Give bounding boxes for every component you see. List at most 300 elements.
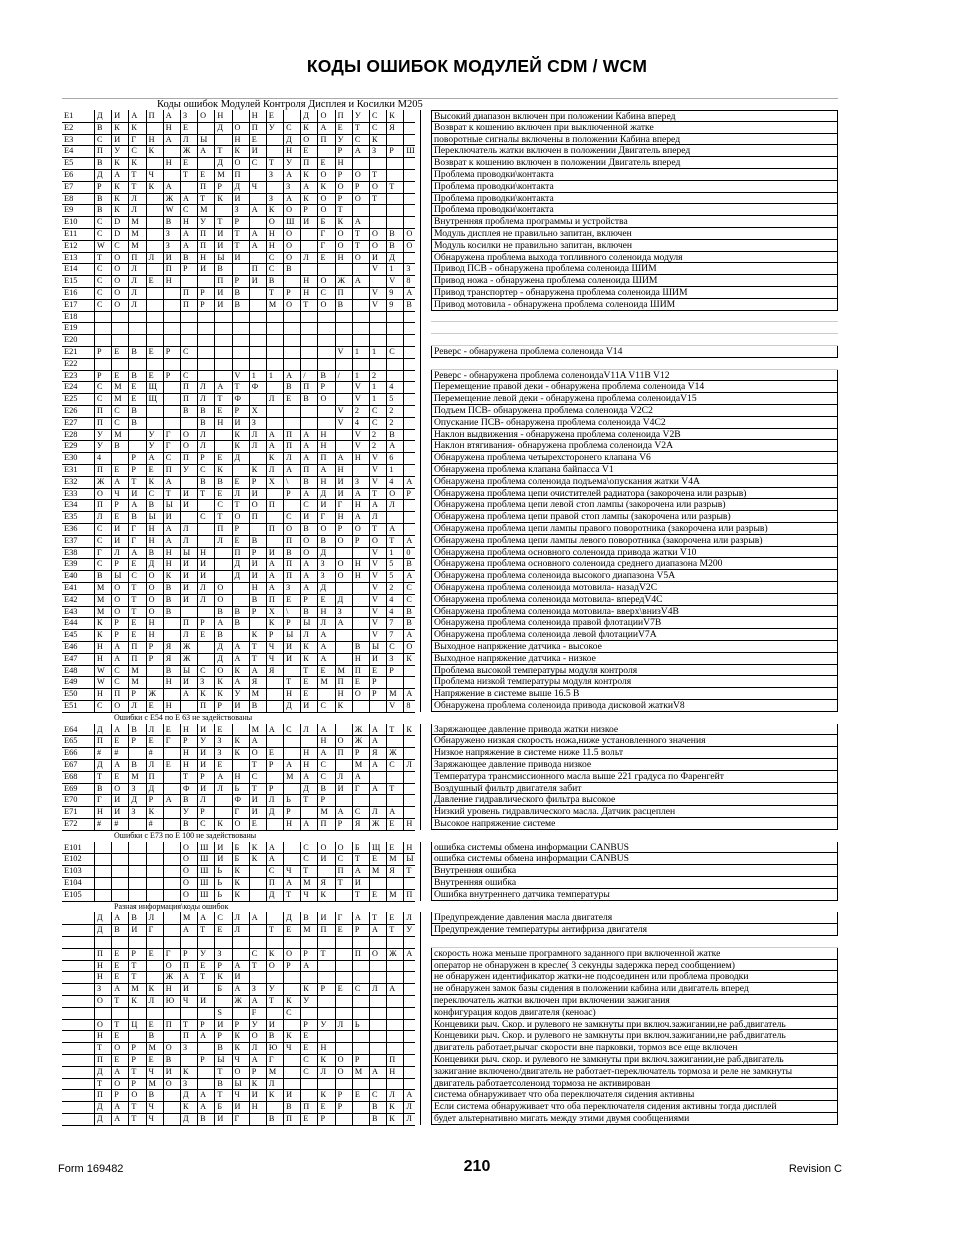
- display-letter-cell: К: [180, 1101, 197, 1113]
- display-letter-cell: Ы: [180, 547, 197, 559]
- display-letter-cell: [232, 358, 249, 370]
- display-letter-cell: Т: [94, 1078, 111, 1090]
- error-code: E25: [64, 394, 78, 404]
- display-letter-cell: Р: [214, 960, 231, 972]
- display-letter-cell: Е: [386, 842, 403, 854]
- display-letter-cell: Р: [232, 405, 249, 417]
- display-letter-cell: Н: [197, 547, 214, 559]
- display-letter-cell: Т: [197, 488, 214, 500]
- display-letter-cell: [283, 735, 300, 747]
- display-letter-cell: О: [335, 735, 352, 747]
- display-letter-cell: Л: [249, 429, 266, 441]
- display-letter-cell: П: [283, 570, 300, 582]
- display-letter-cell: [111, 842, 128, 854]
- display-letter-cell: [163, 322, 180, 334]
- display-letter-cell: [266, 334, 283, 346]
- display-letter-cell: Н: [300, 759, 317, 771]
- display-letter-cell: И: [214, 240, 231, 252]
- display-letter-cell: О: [146, 594, 163, 606]
- display-letter-cell: А: [403, 570, 420, 582]
- display-letter-cell: Ф: [180, 783, 197, 795]
- display-letter-cell: О: [403, 240, 420, 252]
- display-letter-cell: О: [300, 547, 317, 559]
- display-letter-cell: К: [300, 983, 317, 995]
- display-letter-cell: Ш: [283, 216, 300, 228]
- display-letter-cell: Л: [197, 440, 214, 452]
- display-letter-cell: V: [369, 464, 386, 476]
- error-code: E72: [64, 819, 78, 828]
- display-letter-cell: П: [197, 700, 214, 712]
- display-letter-cell: Ы: [197, 134, 214, 146]
- display-letter-cell: M: [128, 676, 145, 688]
- display-letter-cell: Д: [94, 169, 111, 181]
- error-code: E103: [64, 866, 82, 876]
- display-letter-cell: [249, 924, 266, 936]
- display-letter-cell: [146, 334, 163, 346]
- display-letter-cell: [335, 322, 352, 334]
- display-letter-cell: А: [403, 629, 420, 641]
- display-letter-cell: [352, 617, 369, 629]
- error-code: E66: [64, 748, 78, 758]
- display-letter-cell: Н: [300, 275, 317, 287]
- display-letter-cell: З: [352, 476, 369, 488]
- display-letter-cell: П: [300, 464, 317, 476]
- display-letter-cell: И: [335, 488, 352, 500]
- error-description: двигатель работает,рычаг скорости вне парковки, тормоз все еще включен: [431, 1042, 838, 1054]
- display-letter-cell: Т: [128, 1066, 145, 1078]
- error-code: E48: [64, 665, 78, 675]
- display-letter-cell: И: [249, 488, 266, 500]
- display-letter-cell: [197, 322, 214, 334]
- display-letter-cell: Е: [197, 960, 214, 972]
- error-description: Обнаружена проблема соленоида подъема\опускания жатки V4A: [431, 476, 838, 488]
- display-letter-cell: [317, 346, 334, 358]
- display-letter-cell: 1: [266, 370, 283, 382]
- display-letter-cell: [352, 157, 369, 169]
- error-description: Высокий диапазон включен при положении Кабина вперед: [431, 110, 838, 122]
- display-letter-cell: [317, 1030, 334, 1042]
- error-code: E4: [64, 146, 74, 156]
- error-code: E46: [64, 642, 78, 651]
- display-letter-cell: [249, 299, 266, 311]
- display-letter-cell: 4: [386, 606, 403, 618]
- display-letter-cells: [94, 228, 421, 240]
- display-letter-cell: Ж: [352, 724, 369, 736]
- display-letter-cell: С: [300, 1066, 317, 1078]
- display-letter-cell: О: [146, 606, 163, 618]
- display-letter-cell: Г: [335, 499, 352, 511]
- display-letter-cell: О: [111, 594, 128, 606]
- display-letter-cell: Ш: [197, 842, 214, 854]
- display-letter-cell: О: [232, 818, 249, 830]
- display-letter-cell: Р: [180, 948, 197, 960]
- display-letter-cell: [111, 936, 128, 948]
- error-description: Модуль дисплея не правильно запитан, включен: [431, 228, 838, 240]
- display-letter-cell: [163, 629, 180, 641]
- display-letter-cell: Л: [146, 724, 163, 736]
- display-letter-cell: П: [317, 818, 334, 830]
- display-letter-cell: Я: [317, 877, 334, 889]
- error-code: E17: [64, 299, 78, 309]
- display-letter-cell: [146, 960, 163, 972]
- display-letter-cell: Т: [94, 252, 111, 264]
- display-letter-cell: П: [266, 499, 283, 511]
- display-letter-cell: К: [232, 889, 249, 901]
- display-letter-cell: П: [335, 747, 352, 759]
- display-letter-cell: О: [317, 169, 334, 181]
- display-letter-cell: [403, 358, 420, 370]
- display-letter-cell: К: [214, 193, 231, 205]
- display-letter-cell: [403, 216, 420, 228]
- display-letter-cell: Р: [300, 948, 317, 960]
- error-description: двигатель работаетсоленоид тормоза не активирован: [431, 1078, 838, 1090]
- display-letter-cell: [300, 735, 317, 747]
- display-letter-cell: [386, 1007, 403, 1019]
- error-description: Низкий уровень гидравлического масла. Датчик расцеплен: [431, 806, 838, 818]
- display-letter-cell: [214, 311, 231, 323]
- display-letter-cell: К: [232, 429, 249, 441]
- display-letter-cell: [197, 653, 214, 665]
- display-letter-cell: Т: [180, 1019, 197, 1031]
- display-letter-cell: [335, 429, 352, 441]
- display-letter-cell: [335, 629, 352, 641]
- display-letter-cells: [94, 252, 421, 264]
- error-description: Опускание ПСВ- обнаружена проблема соленоида V4C2: [431, 417, 838, 429]
- display-letter-cell: М: [352, 1066, 369, 1078]
- display-letter-cell: З: [283, 181, 300, 193]
- error-code: E65: [64, 736, 78, 746]
- error-code: E23: [64, 370, 78, 380]
- display-letter-cell: Т: [386, 181, 403, 193]
- display-letter-cell: 2: [386, 582, 403, 594]
- error-description: конфигурация кодов двигателя (кеноас): [431, 1007, 838, 1019]
- display-letter-cell: Е: [197, 169, 214, 181]
- display-letter-cell: [283, 842, 300, 854]
- display-letter-cell: И: [214, 842, 231, 854]
- display-letter-cells: [94, 759, 421, 771]
- display-letter-cell: А: [163, 794, 180, 806]
- display-letter-cell: [163, 747, 180, 759]
- display-letter-cell: И: [197, 747, 214, 759]
- display-letter-cell: К: [197, 688, 214, 700]
- display-letter-cell: Е: [214, 924, 231, 936]
- display-letter-cell: Ж: [180, 641, 197, 653]
- display-letter-cell: [163, 405, 180, 417]
- display-letter-cell: С: [111, 405, 128, 417]
- error-description: [431, 358, 838, 370]
- display-letter-cell: Р: [128, 688, 145, 700]
- display-letter-cell: А: [111, 653, 128, 665]
- display-letter-cell: [317, 358, 334, 370]
- display-letter-cell: Р: [197, 452, 214, 464]
- display-letter-cell: Н: [266, 228, 283, 240]
- display-letter-cell: С: [266, 865, 283, 877]
- display-letter-cell: Б: [214, 1101, 231, 1113]
- error-description: Обнаружено низкая скорость ножа,ниже установленного значения: [431, 735, 838, 747]
- display-letter-cell: У: [300, 995, 317, 1007]
- display-letter-cell: К: [232, 877, 249, 889]
- display-letter-cell: Д: [94, 924, 111, 936]
- display-letter-cells: [94, 1042, 421, 1054]
- display-letter-cell: М: [94, 594, 111, 606]
- display-letter-cell: О: [369, 240, 386, 252]
- display-letter-cell: [146, 936, 163, 948]
- display-letter-cell: О: [266, 960, 283, 972]
- display-letter-cell: [146, 853, 163, 865]
- display-letter-cell: [128, 865, 145, 877]
- display-letter-cells: [94, 535, 421, 547]
- display-letter-cell: Т: [232, 240, 249, 252]
- display-letter-cell: П: [283, 440, 300, 452]
- display-letter-cell: Б: [232, 842, 249, 854]
- display-letter-cell: А: [283, 193, 300, 205]
- display-letter-cell: О: [317, 523, 334, 535]
- display-letter-cell: Л: [403, 1101, 420, 1113]
- display-letter-cell: 8: [403, 275, 420, 287]
- display-letter-cell: С: [386, 346, 403, 358]
- display-letter-cell: П: [180, 1030, 197, 1042]
- error-code: E102: [64, 854, 82, 864]
- display-letter-cell: [232, 629, 249, 641]
- display-letter-cell: О: [266, 216, 283, 228]
- display-letter-cell: М: [94, 606, 111, 618]
- display-letter-cells: [94, 700, 421, 712]
- display-letter-cell: Г: [146, 924, 163, 936]
- display-letter-cell: А: [386, 523, 403, 535]
- error-description: Ошибка внутреннего датчика температуры: [431, 889, 838, 901]
- error-description: [431, 936, 838, 948]
- display-letter-cell: [300, 228, 317, 240]
- display-letter-cell: И: [283, 641, 300, 653]
- display-letter-cell: Д: [266, 806, 283, 818]
- display-letter-cell: V: [352, 429, 369, 441]
- display-letter-cell: [403, 440, 420, 452]
- display-letter-cell: С: [283, 724, 300, 736]
- error-description: Привод транспортер - обнаружена проблема соленоида ШИМ: [431, 287, 838, 299]
- display-letter-cell: Г: [317, 240, 334, 252]
- display-letter-cell: О: [111, 263, 128, 275]
- display-letter-cell: В: [386, 240, 403, 252]
- page-number: 210: [463, 1158, 491, 1175]
- display-letter-cell: А: [317, 629, 334, 641]
- display-letter-cell: [403, 1042, 420, 1054]
- display-letter-cell: Е: [369, 889, 386, 901]
- display-letter-cell: [94, 877, 111, 889]
- display-letter-cell: [180, 476, 197, 488]
- display-letter-cell: Р: [128, 1042, 145, 1054]
- display-letter-cell: М: [128, 771, 145, 783]
- display-letter-cell: М: [386, 853, 403, 865]
- display-letter-cell: К: [232, 440, 249, 452]
- display-letter-cell: [111, 452, 128, 464]
- display-letter-cells: [94, 794, 421, 806]
- display-letter-cell: Е: [146, 735, 163, 747]
- display-letter-cell: О: [335, 558, 352, 570]
- display-letter-cell: З: [369, 145, 386, 157]
- display-letter-cell: Л: [111, 547, 128, 559]
- display-letter-cell: [352, 629, 369, 641]
- display-letter-cell: В: [94, 193, 111, 205]
- display-letter-cell: [386, 169, 403, 181]
- display-letter-cell: З: [214, 735, 231, 747]
- display-letter-cell: Д: [232, 181, 249, 193]
- display-letter-cell: Щ: [146, 393, 163, 405]
- display-letter-cell: [369, 877, 386, 889]
- display-letter-cell: К: [317, 1054, 334, 1066]
- error-code: E70: [64, 795, 78, 805]
- display-letter-cell: Р: [249, 606, 266, 618]
- error-description: скорость ножа меньше програмного заданного при включенной жатке: [431, 948, 838, 960]
- display-letter-cell: [232, 948, 249, 960]
- error-description: Концевики рыч. Скор. и рулевого не замкнуты при включ.зажигании,не раб.двигатель: [431, 1019, 838, 1031]
- display-letter-cell: Н: [163, 157, 180, 169]
- display-letter-cell: [163, 1030, 180, 1042]
- display-letter-cell: К: [146, 806, 163, 818]
- display-letter-cell: О: [352, 688, 369, 700]
- display-letter-cell: Р: [317, 381, 334, 393]
- display-letter-cell: [214, 346, 231, 358]
- display-letter-cell: Р: [266, 759, 283, 771]
- display-letter-cell: [300, 1007, 317, 1019]
- display-letter-cell: С: [300, 499, 317, 511]
- display-letter-cell: Р: [283, 287, 300, 299]
- display-letter-cell: И: [180, 983, 197, 995]
- display-letter-cell: [403, 346, 420, 358]
- display-letter-cell: С: [369, 1089, 386, 1101]
- display-letter-cell: Ч: [232, 1054, 249, 1066]
- display-letter-cell: [163, 381, 180, 393]
- error-description: Предупреждение температуры антифриза двигателя: [431, 924, 838, 936]
- display-letter-cell: [335, 724, 352, 736]
- display-letter-cell: [352, 1007, 369, 1019]
- display-letter-cell: А: [111, 476, 128, 488]
- display-letter-cell: О: [335, 535, 352, 547]
- display-letter-cell: О: [232, 1066, 249, 1078]
- display-letter-cell: М: [111, 381, 128, 393]
- display-letter-cell: [403, 1054, 420, 1066]
- display-letter-cell: А: [403, 476, 420, 488]
- display-letter-cell: [232, 759, 249, 771]
- display-letter-cell: О: [180, 877, 197, 889]
- display-letter-cell: Е: [128, 558, 145, 570]
- display-letter-cell: Ы: [369, 641, 386, 653]
- error-code: E31: [64, 465, 78, 474]
- display-letter-cell: [197, 983, 214, 995]
- display-letter-cell: Е: [232, 535, 249, 547]
- display-letter-cell: Т: [180, 169, 197, 181]
- display-letter-cell: [300, 1078, 317, 1090]
- display-letter-cell: Я: [266, 665, 283, 677]
- display-letter-cell: О: [180, 865, 197, 877]
- display-letter-cell: К: [369, 134, 386, 146]
- display-letter-cell: [111, 853, 128, 865]
- display-letter-cell: 2: [386, 405, 403, 417]
- display-letter-cell: И: [317, 499, 334, 511]
- display-letter-cell: [403, 381, 420, 393]
- display-letter-cell: Н: [94, 1030, 111, 1042]
- display-letter-cell: Т: [266, 995, 283, 1007]
- display-letter-cells: [94, 676, 421, 688]
- error-code: E29: [64, 441, 78, 451]
- display-letter-cell: [249, 865, 266, 877]
- display-letter-cell: У: [232, 688, 249, 700]
- display-letter-cell: А: [163, 110, 180, 122]
- display-letter-cell: Д: [94, 1113, 111, 1125]
- display-letter-cell: Л: [146, 995, 163, 1007]
- display-letter-cell: К: [214, 676, 231, 688]
- display-letter-cells: [94, 181, 421, 193]
- display-letter-cell: И: [335, 783, 352, 795]
- display-letter-cell: У: [249, 1019, 266, 1031]
- display-letter-cell: [403, 983, 420, 995]
- display-letter-cell: [94, 853, 111, 865]
- error-description: поворотные сигналы включены в положении Кабина вперед: [431, 134, 838, 146]
- display-letter-cell: Х: [266, 606, 283, 618]
- display-letter-cell: А: [317, 653, 334, 665]
- display-letter-cell: [128, 322, 145, 334]
- display-letter-cell: Т: [403, 865, 420, 877]
- display-letter-cell: V: [369, 452, 386, 464]
- display-letter-cell: А: [146, 452, 163, 464]
- display-letter-cell: 0: [403, 547, 420, 559]
- display-letter-cell: [403, 393, 420, 405]
- display-letter-cell: [352, 263, 369, 275]
- display-letter-cell: [386, 995, 403, 1007]
- display-letter-cell: [163, 1101, 180, 1113]
- display-letter-cell: Л: [197, 582, 214, 594]
- display-letter-cell: Ы: [214, 252, 231, 264]
- display-letter-cell: Р: [163, 346, 180, 358]
- display-letter-cell: Р: [335, 818, 352, 830]
- error-code: E27: [64, 417, 78, 427]
- display-letter-cell: П: [317, 924, 334, 936]
- display-letter-cell: Е: [300, 145, 317, 157]
- display-letter-cell: [163, 688, 180, 700]
- display-letter-cell: К: [300, 653, 317, 665]
- display-letter-cell: Т: [300, 299, 317, 311]
- display-letter-cell: А: [386, 440, 403, 452]
- display-letter-cell: А: [180, 971, 197, 983]
- display-letter-cell: [369, 311, 386, 323]
- display-letter-cell: К: [283, 1030, 300, 1042]
- display-letter-cell: Е: [335, 122, 352, 134]
- display-letter-cell: [335, 381, 352, 393]
- display-letter-cell: Р: [352, 924, 369, 936]
- display-letter-cell: Е: [111, 1054, 128, 1066]
- display-letter-cell: Е: [128, 381, 145, 393]
- display-letter-cell: О: [369, 535, 386, 547]
- error-description: Возврат к кошению включен в положении Двигатель вперед: [431, 157, 838, 169]
- display-letter-cell: [317, 334, 334, 346]
- display-letter-cell: Р: [197, 617, 214, 629]
- display-letter-cell: С: [94, 381, 111, 393]
- display-letter-cell: Д: [232, 558, 249, 570]
- display-letter-cell: [111, 877, 128, 889]
- display-letter-cell: W: [94, 676, 111, 688]
- display-letter-cell: З: [180, 1042, 197, 1054]
- display-letter-cell: [266, 488, 283, 500]
- display-letter-cell: [163, 924, 180, 936]
- display-letter-cell: Д: [94, 724, 111, 736]
- display-letter-cell: Д: [146, 783, 163, 795]
- error-description: ошибка системы обмена информации CANBUS: [431, 842, 838, 854]
- display-letter-cell: З: [94, 983, 111, 995]
- display-letter-cell: Л: [403, 1113, 420, 1125]
- display-letter-cell: О: [317, 842, 334, 854]
- display-letter-cell: [197, 334, 214, 346]
- display-letter-cell: Е: [300, 1042, 317, 1054]
- display-letter-cell: Л: [232, 912, 249, 924]
